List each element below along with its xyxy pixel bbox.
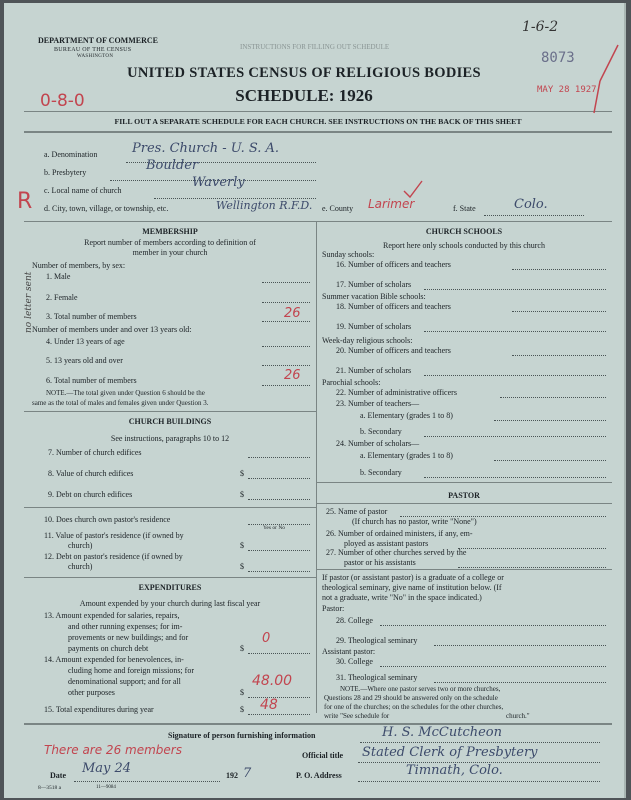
received-date-stamp: MAY 28 1927 [537,85,597,95]
expenditures-title: EXPENDITURES [138,583,202,592]
signature-top-rule [24,723,612,725]
graduate-note-2: theological seminary, give name of institution below. (If [322,583,502,592]
date-value[interactable]: May 24 [82,761,132,776]
q1-male-label: 1. Male [46,272,71,281]
signature-value[interactable]: H. S. McCutcheon [382,725,502,740]
print-code: 11—9084 [96,785,116,790]
q29-label: 29. Theological seminary [336,636,418,645]
q17-answer-line[interactable] [424,289,606,290]
presbytery-value[interactable]: Boulder [146,158,199,173]
q3-total-label: 3. Total number of members [46,312,137,321]
q12-dollar: $ [240,562,244,571]
q18-label: 18. Number of officers and teachers [336,302,451,311]
red-check-county [402,179,424,199]
q14-value[interactable]: 48.00 [252,673,293,689]
schools-title: CHURCH SCHOOLS [425,227,503,236]
q27-answer-line[interactable] [458,567,606,568]
county-value[interactable]: Larimer [368,197,415,211]
q26-label-1: 26. Number of ordained ministers, if any, em- [326,529,473,538]
state-label: f. State [453,204,476,213]
form-title: UNITED STATES CENSUS OF RELIGIOUS BODIES [127,65,481,81]
buildings-subtitle: See instructions, paragraphs 10 to 12 [110,434,230,443]
bureau-city: WASHINGTON [77,54,114,59]
date-label: Date [50,771,66,780]
q22-label: 22. Number of administrative officers [336,388,457,397]
by-sex-header: Number of members, by sex: [32,261,126,270]
state-value[interactable]: Colo. [514,197,548,212]
q13-label-1: 13. Amount expended for salaries, repairs, [44,611,180,620]
q24-label: 24. Number of scholars— [336,439,420,448]
bureau-name: BUREAU OF THE CENSUS [54,47,132,53]
instruction-rule [24,131,612,133]
q7-answer-line[interactable] [248,457,310,458]
q13-answer-line[interactable] [248,653,310,654]
q28-label: 28. College [336,616,373,625]
q3-answer-line[interactable] [262,321,310,322]
state-line [484,215,584,216]
pastor-mid-rule [316,569,612,570]
pastor-note-2: Questions 28 and 29 should be answered only on the schedule [324,694,498,702]
q9-label: 9. Debt on church edifices [48,490,133,499]
q14-answer-line[interactable] [248,697,310,698]
q26-label-2: ployed as assistant pastors [344,539,429,548]
q11-dollar: $ [240,541,244,550]
membership-note-1: NOTE.—The total given under Question 6 should be the [46,389,205,397]
graduate-note-3: not a graduate, write "No" in the space indicated.) [322,593,482,602]
header-rule [24,111,612,112]
red-check-mark [592,41,622,121]
q14-dollar: $ [240,688,244,697]
year-digit[interactable]: 7 [243,766,252,781]
membership-intro-2: member in your church [132,248,208,257]
q28-answer-line[interactable] [380,625,606,626]
department-name: DEPARTMENT OF COMMERCE [38,36,159,45]
instruction-line: FILL OUT A SEPARATE SCHEDULE FOR EACH CHURCH. SEE INSTRUCTIONS ON THE BACK OF THIS SHEET [114,117,522,126]
pastor-sub-header: Pastor: [322,604,345,613]
age-header: Number of members under and over 13 years old: [32,325,192,334]
sunday-header: Sunday schools: [322,250,375,259]
q30-answer-line[interactable] [380,666,606,667]
presbytery-label: b. Presbytery [44,168,87,177]
q23b-answer-line[interactable] [424,436,606,437]
q25-label: 25. Name of pastor [326,507,388,516]
membership-bottom-rule [24,411,316,412]
q4-under-13-label: 4. Under 13 years of age [46,337,125,346]
q23b-label: b. Secondary [360,427,402,436]
q5-answer-line[interactable] [262,365,310,366]
q15-answer-line[interactable] [248,714,310,715]
signature-line[interactable] [360,742,600,743]
q26-answer-line[interactable] [458,548,606,549]
q30-label: 30. College [336,657,373,666]
q6-total-label: 6. Total number of members [46,376,137,385]
bleed-through-text: INSTRUCTIONS FOR FILLING OUT SCHEDULE [240,43,390,51]
q4-answer-line[interactable] [262,346,310,347]
buildings-title: CHURCH BUILDINGS [128,417,212,426]
weekday-header: Week-day religious schools: [322,336,413,345]
q7-label: 7. Number of church edifices [48,448,142,457]
q18-answer-line[interactable] [512,311,606,312]
q9-dollar: $ [240,490,244,499]
q12-answer-line[interactable] [248,571,310,572]
assistant-sub-header: Assistant pastor: [322,647,376,656]
local-name-label: c. Local name of church [44,186,122,195]
q11-answer-line[interactable] [248,550,310,551]
corner-code: 1-6-2 [522,19,559,35]
schools-bottom-rule [316,482,612,483]
buildings-mid-rule [24,507,316,508]
q13-label-2: and other running expenses; for im- [68,622,183,631]
official-title-value[interactable]: Stated Clerk of Presbytery [362,745,538,760]
schedule-title: SCHEDULE: 1926 [235,86,373,105]
q3-total-value[interactable]: 26 [284,306,301,321]
q6-total-value[interactable]: 26 [284,368,301,383]
q20-answer-line[interactable] [512,355,606,356]
file-number: 8073 [541,50,575,66]
county-label: e. County [322,204,354,213]
red-code: 0-8-0 [40,91,85,111]
signature-label: Signature of person furnishing information [168,731,316,740]
graduate-note-1: If pastor (or assistant pastor) is a graduate of a college or [322,573,504,582]
local-name-value[interactable]: Waverly [192,175,245,190]
denomination-label: a. Denomination [44,150,98,159]
margin-note: no letter sent [24,271,34,333]
parochial-header: Parochial schools: [322,378,381,387]
q12-label-2: church) [68,562,93,571]
expenditures-subtitle: Amount expended by your church during last fiscal year [79,599,261,608]
pastor-note-4: write "See schedule for [324,712,390,720]
vacation-header: Summer vacation Bible schools: [322,292,426,301]
pastor-note-3: for one of the churches; on the schedules for the other churches, [324,703,504,711]
q22-answer-line[interactable] [500,397,606,398]
address-value[interactable]: Timnath, Colo. [406,763,503,778]
membership-title: MEMBERSHIP [142,227,198,236]
red-letter: R [17,189,33,214]
q31-label: 31. Theological seminary [336,673,418,682]
q15-dollar: $ [240,705,244,714]
q11-label-1: 11. Value of pastor's residence (if owned by [44,531,184,540]
address-label: P. O. Address [296,771,342,780]
q12-label-1: 12. Debt on pastor's residence (if owned by [44,552,183,561]
q20-label: 20. Number of officers and teachers [336,346,451,355]
membership-note-2: same as the total of males and females given under Question 3. [32,399,209,407]
red-member-note: There are 26 members [44,743,182,757]
q23-label: 23. Number of teachers— [336,399,420,408]
city-label: d. City, town, village, or township, etc. [44,204,169,213]
q16-answer-line[interactable] [512,269,606,270]
buildings-bottom-rule [24,577,316,578]
pastor-title: PASTOR [448,491,480,500]
pastor-title-rule [316,503,612,504]
q13-label-4: payments on church debt [68,644,149,653]
q2-female-label: 2. Female [46,293,78,302]
q15-value[interactable]: 48 [260,697,278,713]
date-line[interactable] [74,781,220,782]
q13-label-3: provements or new buildings; and for [68,633,189,642]
body-top-rule [24,221,612,222]
q13-value[interactable]: 0 [262,631,271,646]
q6-answer-line[interactable] [262,385,310,386]
q14-label-2: cluding home and foreign missions; for [68,666,194,675]
census-schedule-page [4,3,626,798]
official-title-label: Official title [302,751,344,760]
q24b-label: b. Secondary [360,468,402,477]
q23a-label: a. Elementary (grades 1 to 8) [360,411,453,420]
q21-label: 21. Number of scholars [336,366,412,375]
yes-no-hint: Yes or No [263,525,286,531]
q14-label-1: 14. Amount expended for benevolences, in- [44,655,184,664]
q16-label: 16. Number of officers and teachers [336,260,451,269]
q27-label-2: pastor or his assistants [344,558,416,567]
q14-label-4: other purposes [68,688,115,697]
q15-label: 15. Total expenditures during year [44,705,154,714]
year-prefix: 192 [226,771,238,780]
q25-note: (If church has no pastor, write "None") [352,517,477,526]
q24a-label: a. Elementary (grades 1 to 8) [360,451,453,460]
q24b-answer-line[interactable] [424,477,606,478]
q21-answer-line[interactable] [424,375,606,376]
q8-answer-line[interactable] [248,478,310,479]
q14-label-3: denominational support; and for all [68,677,181,686]
q23a-answer-line[interactable] [494,420,606,421]
q19-answer-line[interactable] [424,331,606,332]
q17-label: 17. Number of scholars [336,280,412,289]
q13-dollar: $ [240,644,244,653]
q11-label-2: church) [68,541,93,550]
q10-label: 10. Does church own pastor's residence [44,515,171,524]
column-divider [316,221,317,713]
q31-answer-line[interactable] [434,682,606,683]
pastor-note-1: NOTE.—Where one pastor serves two or more churches, [340,685,501,693]
schools-subtitle: Report here only schools conducted by this church [383,241,545,250]
q19-label: 19. Number of scholars [336,322,412,331]
q24a-answer-line[interactable] [494,460,606,461]
form-number: 8—3518 a [38,785,62,791]
city-value[interactable]: Wellington R.F.D. [216,199,313,212]
q9-answer-line[interactable] [248,499,310,500]
q8-label: 8. Value of church edifices [48,469,134,478]
q1-answer-line[interactable] [262,282,310,283]
q2-answer-line[interactable] [262,302,310,303]
address-line[interactable] [358,781,600,782]
q8-dollar: $ [240,469,244,478]
membership-intro-1: Report number of members according to definition of [84,238,256,247]
q5-over-13-label: 5. 13 years old and over [46,356,123,365]
pastor-note-5: church." [506,712,530,720]
q27-label-1: 27. Number of other churches served by the [326,548,467,557]
denomination-value[interactable]: Pres. Church - U. S. A. [132,141,280,156]
q29-answer-line[interactable] [434,645,606,646]
